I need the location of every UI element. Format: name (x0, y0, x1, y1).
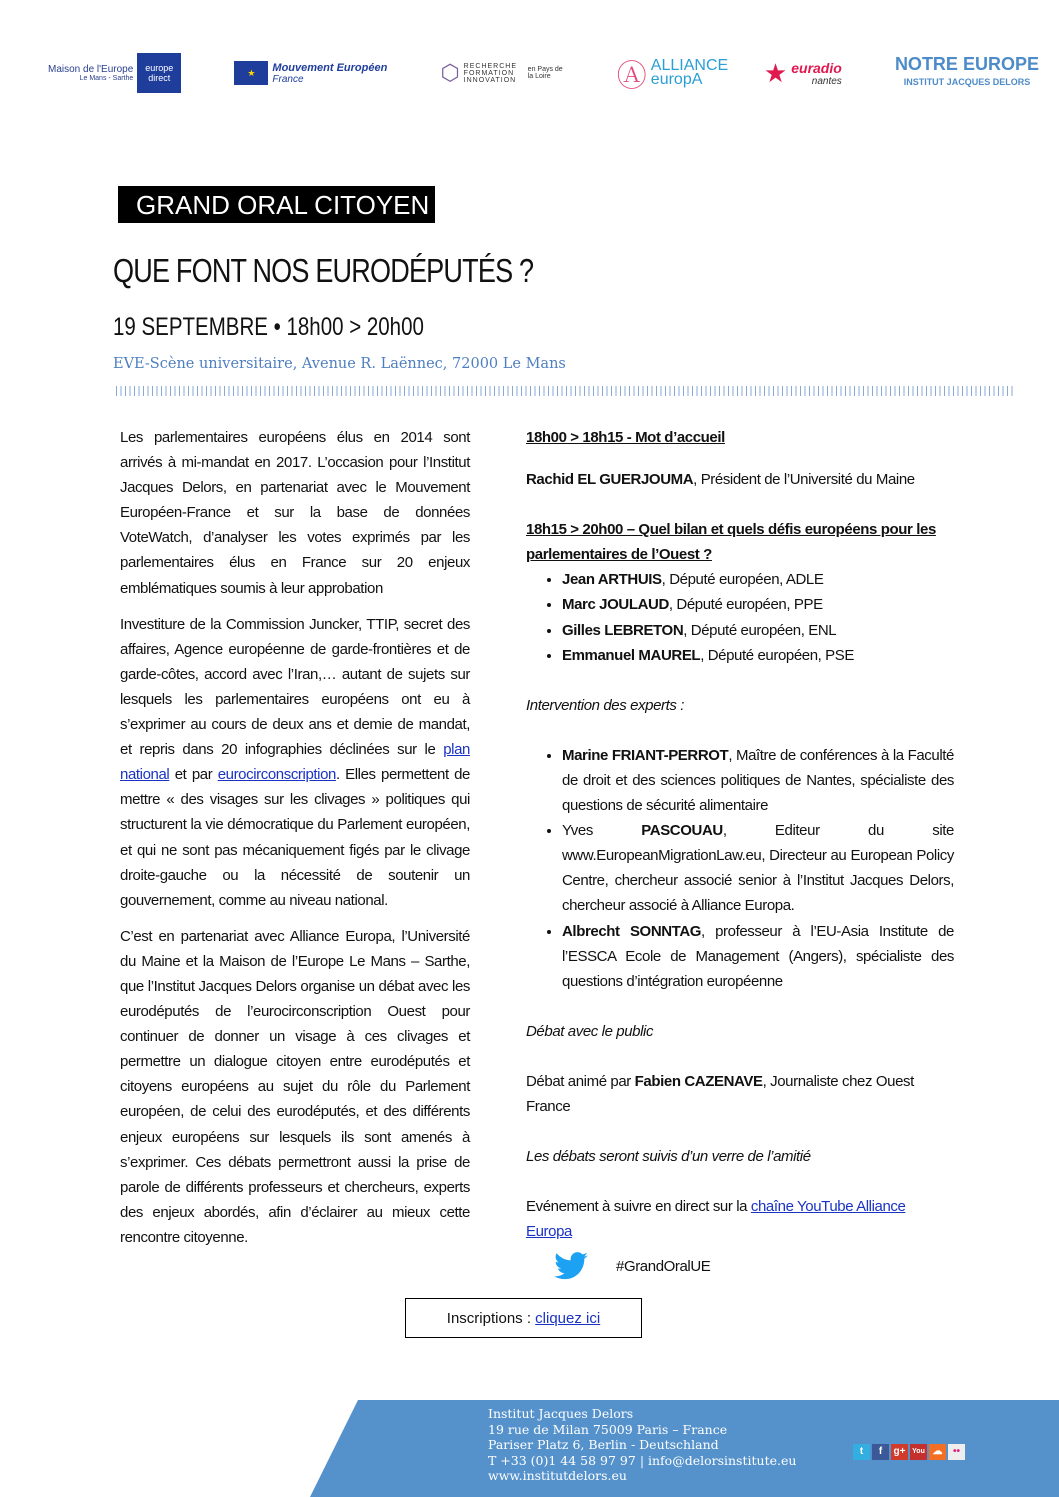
speaker-name: PASCOUAU (641, 822, 723, 840)
recherche-logo (440, 60, 563, 86)
speaker-role: , Président de l’Université du Maine (693, 471, 915, 489)
eurocirconscription-link[interactable]: eurocirconscription (217, 766, 336, 784)
logo-text: Maison de l'Europe (48, 64, 134, 75)
live-stream (526, 1194, 954, 1244)
inscriptions-box (405, 1298, 642, 1338)
europe-direct-logo: europe direct (137, 53, 181, 93)
logo-text: ALLIANCE europA (650, 57, 729, 88)
list-item (562, 618, 954, 643)
logo-text: INSTITUT JACQUES DELORS (903, 77, 1031, 87)
logo-text: euradio (791, 59, 842, 76)
list-item (562, 643, 954, 668)
experts-label: Intervention des experts : (526, 696, 685, 714)
twitter-icon[interactable]: t (853, 1444, 870, 1460)
welcome-speaker (526, 467, 954, 492)
mouvement-europeen-logo (234, 61, 387, 85)
paragraph (120, 612, 470, 913)
speaker-role: , Député européen, PPE (668, 596, 823, 614)
drinks-note: Les débats seront suivis d’un verre de l’amitié (526, 1148, 811, 1166)
speaker-name: Rachid EL GUERJOUMA (526, 471, 694, 489)
star-icon: ★ (763, 57, 788, 88)
page-title: QUE FONT NOS EURODÉPUTÉS ? (113, 252, 534, 289)
paragraph: C’est en partenariat avec Alliance Europa, l’Université du Maine et la Maison de l’Europe Le Mans – Sarthe, que l’Institut Jacques Delors organise un débat avec les eurodéputés de l’eurocirconscription Ouest pour continuer de donner un visage à ces clivages et permettre un dialogue citoyen entre eurodéputés et citoyens européens au sujet du rôle du Parlement européen, de celui des eurodéputés, et des différents enjeux européens sur lesquels ils sont amenés à s’exprimer. Ces débats permettront aussi la prise de parole de différents professeurs et chercheurs, experts des enjeux abordés, afin d’éclairer au mieux cette rencontre citoyenne. (120, 927, 470, 1246)
euradio-logo (764, 58, 842, 89)
speaker-name: Fabien CAZENAVE (634, 1072, 763, 1090)
speaker-role: , Député européen, PSE (700, 646, 854, 664)
text: Evénement à suivre en direct sur la (526, 1198, 751, 1216)
event-banner: GRAND ORAL CITOYEN (118, 186, 435, 223)
address-line: Pariser Platz 6, Berlin - Deutschland (488, 1437, 719, 1452)
eu-flag-icon: ★ (234, 61, 268, 85)
partner-logos (48, 38, 1039, 108)
text: Inscriptions : (446, 1309, 531, 1327)
logo-text: Le Mans - Sarthe (79, 75, 134, 82)
debate-label: Débat avec le public (526, 1022, 654, 1040)
speaker-role: , Editeur du site www.EuropeanMigrationLaw.eu, Directeur au European Policy Centre, chercheur associé senior à l’Institut Jacques Delors, chercheur associé à Alliance Europa. (562, 822, 954, 915)
text: et par (169, 766, 218, 784)
logo-text: NOTRE EUROPE (894, 54, 1039, 74)
text: Yves (562, 822, 642, 840)
maison-europe-logo (48, 53, 181, 93)
speaker-name: Albrecht SONNTAG (562, 922, 702, 940)
logo-text: Mouvement Européen (272, 61, 388, 74)
alliance-a-icon: Ⓐ (616, 60, 647, 93)
footer-address (488, 1406, 796, 1484)
list-item (562, 818, 954, 918)
flickr-icon[interactable]: •• (948, 1444, 965, 1460)
intro-column (120, 425, 470, 1261)
soundcloud-icon[interactable]: ☁ (929, 1444, 946, 1460)
section-heading: 18h00 > 18h15 - Mot d’accueil (526, 429, 725, 446)
speaker-role: , Député européen, ENL (683, 621, 837, 639)
speaker-role: , Journaliste chez Ouest France (526, 1072, 914, 1115)
speaker-role: , Député européen, ADLE (661, 571, 824, 589)
text: Débat animé par (526, 1072, 635, 1090)
speaker-name: Marine FRIANT-PERROT (562, 746, 729, 764)
logo-text: nantes (811, 75, 842, 87)
logo-text: France (272, 73, 304, 85)
list-item (562, 592, 954, 617)
list-item (562, 919, 954, 994)
section-heading: 18h15 > 20h00 – Quel bilan et quels défis européens pour les parlementaires de l’Ouest ? (526, 521, 936, 564)
network-icon: ⬡ (440, 60, 460, 85)
text: Investiture de la Commission Juncker, TTIP, secret des affaires, Agence européenne de garde-frontières et de garde-côtes, accord avec l’Iran,… autant de sujets sur lesquels les parlementaires européens ont eu à s’exprimer au cours de deux ans et demie de mandat, et repris dans 20 infographies déclinées sur le (120, 615, 470, 759)
speaker-name: Jean ARTHUIS (562, 571, 662, 589)
event-venue: EVE-Scène universitaire, Avenue R. Laënnec, 72000 Le Mans (113, 356, 566, 372)
twitter-bird-icon (554, 1252, 588, 1280)
alliance-europa-logo (616, 51, 729, 95)
logo-text: en Pays de la Loire (527, 66, 563, 80)
social-icons (853, 1444, 965, 1460)
logo-text: RECHERCHE FORMATION INNOVATION (463, 62, 518, 84)
hashtag: #GrandOralUE (616, 1257, 711, 1275)
paragraph: Les parlementaires européens élus en 2014 sont arrivés à mi-mandat en 2017. L’occasion pour l’Institut Jacques Delors, en partenariat avec le Mouvement Européen-France et sur la base de données VoteWatch, d’analyser les votes exprimés par les parlementaires élus en France sur 20 enjeux emblématiques soumis à leur approbation (120, 429, 470, 597)
list-item (562, 567, 954, 592)
program-column (526, 425, 954, 1280)
google-plus-icon[interactable]: g+ (891, 1444, 908, 1460)
speaker-name: Emmanuel MAUREL (562, 646, 701, 664)
speaker-role: , Maître de conférences à la Faculté de droit et des sciences politiques de Nantes, spécialiste des questions de sécurité alimentaire (562, 746, 954, 815)
address-line: Institut Jacques Delors (488, 1406, 634, 1421)
speaker-role: , professeur à l’EU-Asia Institute de l’ESSCA Ecole de Management (Angers), spécialiste des questions d’intégration européenne (562, 922, 954, 990)
twitter-hashtag (554, 1252, 954, 1280)
address-line: www.institutdelors.eu (488, 1468, 627, 1483)
address-line: T +33 (0)1 44 58 97 97 | info@delorsinstitute.eu (488, 1452, 797, 1468)
notre-europe-logo (895, 55, 1039, 91)
deputies-list (526, 567, 954, 667)
plan-national-link[interactable]: plan national (120, 741, 470, 784)
list-item (562, 743, 954, 818)
event-date: 19 SEPTEMBRE • 18h00 > 20h00 (113, 313, 424, 341)
text: . Elles permettent de mettre « des visages sur les clivages » politiques qui structurent la vie démocratique du Parlement européen, et qui ne sont pas mécaniquement figés par le clivage droite-gauche ou la nécessité de soutenir un gouvernement, comme au niveau national. (120, 766, 470, 909)
register-link[interactable]: cliquez ici (535, 1309, 601, 1327)
moderator (526, 1069, 954, 1119)
divider (116, 386, 1014, 396)
speaker-name: Marc JOULAUD (562, 596, 669, 614)
youtube-icon[interactable]: You (910, 1444, 927, 1460)
speaker-name: Gilles LEBRETON (562, 621, 684, 639)
experts-list (526, 743, 954, 994)
address-line: 19 rue de Milan 75009 Paris – France (488, 1421, 728, 1437)
facebook-icon[interactable]: f (872, 1444, 889, 1460)
youtube-channel-link[interactable]: chaîne YouTube Alliance Europa (526, 1198, 906, 1241)
